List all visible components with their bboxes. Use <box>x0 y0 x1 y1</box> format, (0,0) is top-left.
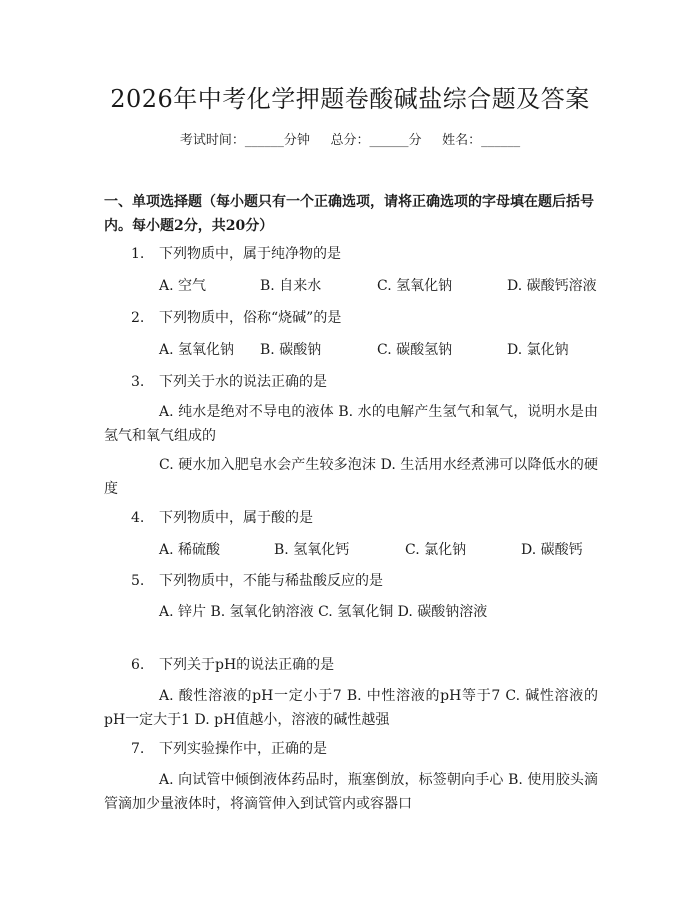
question-number: 3. <box>131 374 145 390</box>
question-3 <box>131 371 327 393</box>
question-stem: 下列物质中，不能与稀盐酸反应的是 <box>159 573 383 589</box>
option-a: A. 空气 <box>159 278 207 294</box>
question-7 <box>131 738 327 760</box>
question-6-options-line-1: A. 酸性溶液的pH一定小于7 B. 中性溶液的pH等于7 C. 碱性溶液的pH一定大于1 D. pH值越小，溶液的碱性越强 <box>104 688 598 728</box>
question-stem: 下列关于水的说法正确的是 <box>159 374 327 390</box>
question-number: 1. <box>131 246 145 262</box>
question-stem: 下列物质中，属于纯净物的是 <box>159 246 341 262</box>
option-b: B. 自来水 <box>260 278 322 294</box>
question-stem: 下列物质中，俗称“烧碱”的是 <box>159 310 342 326</box>
option-d: D. 碳酸钙 <box>521 542 583 558</box>
option-d: D. 氯化钠 <box>507 342 569 358</box>
option-c: C. 氯化钠 <box>405 542 467 558</box>
exam-meta: 考试时间：______分钟 总分：______分 姓名：______ <box>179 133 521 148</box>
option-a: A. 稀硫酸 <box>159 542 221 558</box>
option-b: B. 氢氧化钙 <box>274 542 350 558</box>
option-a: A. 氢氧化钠 <box>159 342 235 358</box>
question-6 <box>131 654 334 676</box>
question-number: 7. <box>131 741 145 757</box>
question-3-options-line-1: A. 纯水是绝对不导电的液体 B. 水的电解产生氢气和氧气，说明水是由氢气和氧气组成的 <box>104 404 598 444</box>
question-1 <box>131 243 341 265</box>
option-c: C. 氢氧化钠 <box>377 278 453 294</box>
question-3-options-line-2: C. 硬水加入肥皂水会产生较多泡沫 D. 生活用水经煮沸可以降低水的硬度 <box>104 457 598 497</box>
section-heading: 一、单项选择题（每小题只有一个正确选项，请将正确选项的字母填在题后括号内。每小题2分，共20分） <box>104 194 594 234</box>
question-number: 6. <box>131 657 145 673</box>
question-2 <box>131 307 341 329</box>
question-number: 5. <box>131 573 145 589</box>
question-number: 2. <box>131 310 145 326</box>
question-5-options-line-1: A. 锌片 B. 氢氧化钠溶液 C. 氢氧化铜 D. 碳酸钠溶液 <box>159 604 488 620</box>
question-4 <box>131 507 313 529</box>
question-stem: 下列物质中，属于酸的是 <box>159 510 313 526</box>
option-d: D. 碳酸钙溶液 <box>507 278 597 294</box>
question-stem: 下列关于pH的说法正确的是 <box>159 657 335 673</box>
option-c: C. 碳酸氢钠 <box>377 342 453 358</box>
question-5 <box>131 570 383 592</box>
question-7-options-line-1: A. 向试管中倾倒液体药品时，瓶塞倒放，标签朝向手心 B. 使用胶头滴管滴加少量液体时，将滴管伸入到试管内或容器口 <box>104 772 598 812</box>
question-stem: 下列实验操作中，正确的是 <box>159 741 327 757</box>
question-number: 4. <box>131 510 145 526</box>
option-b: B. 碳酸钠 <box>260 342 322 358</box>
exam-title: 2026年中考化学押题卷酸碱盐综合题及答案 <box>110 85 590 113</box>
